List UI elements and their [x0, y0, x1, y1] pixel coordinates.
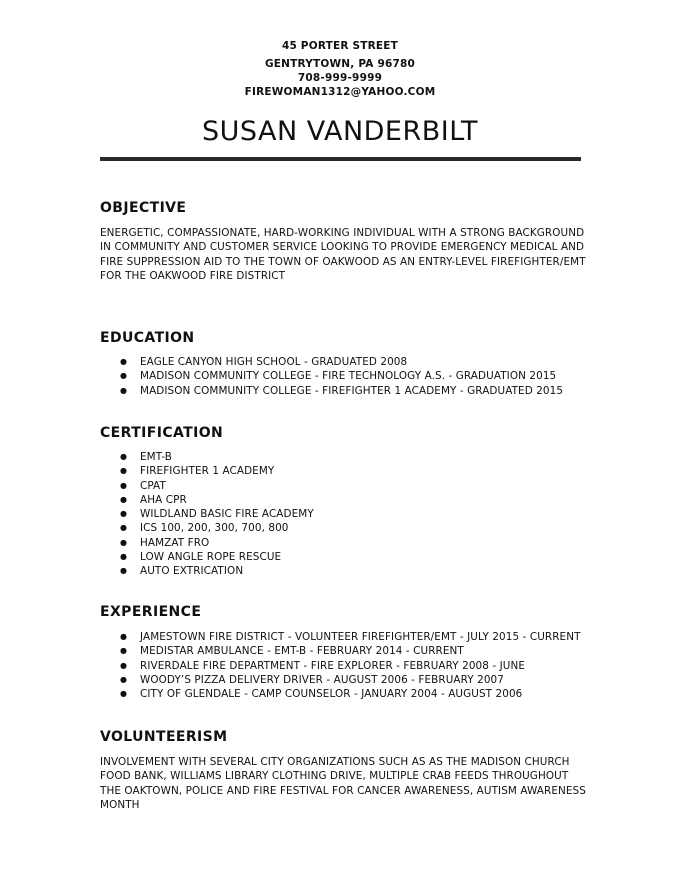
experience-item: CITY OF GLENDALE - CAMP COUNSELOR - JANUARY 2004 - AUGUST 2006 — [140, 688, 523, 701]
education-item: MADISON COMMUNITY COLLEGE - FIREFIGHTER 1 ACADEMY - GRADUATED 2015 — [140, 384, 564, 397]
header-divider — [100, 157, 581, 161]
certification-heading: CERTIFICATION — [100, 425, 224, 441]
bullet-icon: ● — [120, 357, 128, 366]
certification-item: ICS 100, 200, 300, 700, 800 — [140, 522, 289, 535]
certification-item: FIREFIGHTER 1 ACADEMY — [140, 465, 275, 478]
volunteerism-heading: VOLUNTEERISM — [100, 729, 228, 745]
list-item — [100, 479, 314, 493]
experience-item: RIVERDALE FIRE DEPARTMENT - FIRE EXPLORER - FEBRUARY 2008 - JUNE — [140, 659, 526, 672]
certification-item: LOW ANGLE ROPE RESCUE — [140, 551, 282, 564]
certification-item: WILDLAND BASIC FIRE ACADEMY — [140, 508, 314, 521]
bullet-icon: ● — [120, 689, 128, 699]
list-item — [100, 630, 581, 644]
bullet-icon: ● — [120, 480, 128, 490]
contact-street: 45 PORTER STREET — [281, 40, 399, 52]
certification-item: AHA CPR — [140, 493, 187, 506]
bullet-icon: ● — [120, 371, 128, 381]
experience-item: JAMESTOWN FIRE DISTRICT - VOLUNTEER FIREFIGHTER/EMT - JULY 2015 - CURRENT — [140, 631, 581, 643]
list-item — [100, 550, 314, 564]
certification-item: AUTO EXTRICATION — [140, 565, 244, 578]
education-item: EAGLE CANYON HIGH SCHOOL - GRADUATED 2008 — [140, 356, 408, 368]
list-item — [100, 673, 581, 687]
volunteerism-line: FOOD BANK, WILLIAMS LIBRARY CLOTHING DRIVE, MULTIPLE CRAB FEEDS THROUGHOUT — [100, 770, 569, 783]
volunteerism-text — [100, 755, 590, 812]
applicant-name: SUSAN VANDERBILT — [201, 116, 479, 147]
list-item — [100, 536, 314, 550]
list-item — [100, 355, 563, 369]
list-item — [100, 384, 563, 398]
volunteerism-line: THE OAKTOWN, POLICE AND FIRE FESTIVAL FOR CANCER AWARENESS, AUTISM AWARENESS — [100, 784, 586, 797]
list-item — [100, 450, 314, 464]
certification-item: HAMZAT FRO — [140, 536, 210, 549]
bullet-icon: ● — [120, 674, 128, 684]
volunteerism-line: INVOLVEMENT WITH SEVERAL CITY ORGANIZATIONS SUCH AS AS THE MADISON CHURCH — [100, 756, 570, 768]
bullet-icon: ● — [120, 632, 128, 641]
list-item — [100, 521, 314, 535]
contact-city: GENTRYTOWN, PA 96780 — [264, 58, 415, 70]
list-item — [100, 644, 581, 658]
objective-line: ENERGETIC, COMPASSIONATE, HARD-WORKING INDIVIDUAL WITH A STRONG BACKGROUND — [100, 227, 585, 239]
list-item — [100, 507, 314, 521]
objective-line: IN COMMUNITY AND CUSTOMER SERVICE LOOKING TO PROVIDE EMERGENCY MEDICAL AND — [100, 241, 585, 254]
bullet-icon: ● — [120, 385, 128, 395]
education-list — [100, 355, 563, 398]
bullet-icon: ● — [120, 537, 128, 547]
certification-item: CPAT — [140, 479, 166, 492]
bullet-icon: ● — [120, 452, 128, 461]
bullet-icon: ● — [120, 494, 128, 504]
bullet-icon: ● — [120, 523, 128, 533]
bullet-icon: ● — [120, 552, 128, 562]
certification-item: EMT-B — [140, 451, 172, 463]
certification-list — [100, 450, 314, 579]
list-item — [100, 464, 314, 478]
experience-list — [100, 630, 581, 701]
experience-item: WOODY’S PIZZA DELIVERY DRIVER - AUGUST 2006 - FEBRUARY 2007 — [140, 673, 504, 686]
experience-item: MEDISTAR AMBULANCE - EMT-B - FEBRUARY 2014 - CURRENT — [140, 645, 464, 658]
experience-heading: EXPERIENCE — [100, 604, 202, 620]
volunteerism-line: MONTH — [100, 798, 140, 811]
education-item: MADISON COMMUNITY COLLEGE - FIRE TECHNOLOGY A.S. - GRADUATION 2015 — [140, 370, 557, 383]
contact-phone: 708-999-9999 — [297, 72, 383, 84]
bullet-icon: ● — [120, 466, 128, 476]
contact-email: FIREWOMAN1312@YAHOO.COM — [244, 86, 436, 98]
bullet-icon: ● — [120, 646, 128, 656]
bullet-icon: ● — [120, 660, 128, 670]
list-item — [100, 659, 581, 673]
education-heading: EDUCATION — [100, 330, 195, 346]
list-item — [100, 369, 563, 383]
bullet-icon: ● — [120, 509, 128, 519]
objective-line: FIRE SUPPRESSION AID TO THE TOWN OF OAKWOOD AS AN ENTRY-LEVEL FIREFIGHTER/EMT — [100, 255, 586, 268]
objective-line: FOR THE OAKWOOD FIRE DISTRICT — [100, 269, 286, 282]
list-item — [100, 493, 314, 507]
list-item — [100, 687, 581, 701]
objective-heading: OBJECTIVE — [100, 200, 187, 216]
bullet-icon: ● — [120, 566, 128, 576]
objective-text — [100, 226, 590, 283]
list-item — [100, 564, 314, 578]
